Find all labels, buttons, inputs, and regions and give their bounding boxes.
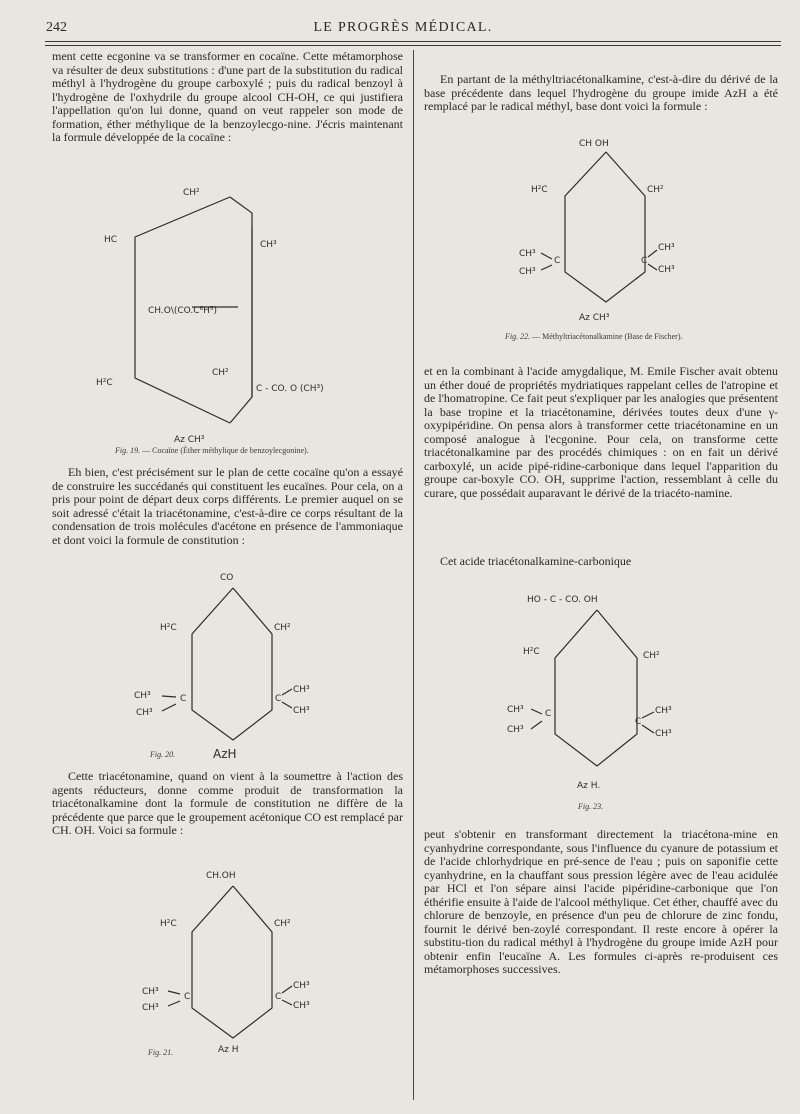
left-paragraph-2: Eh bien, c'est précisément sur le plan de cette cocaïne qu'on a essayé de construire les succédanés qui constituent les eucaïnes. Pour cela, on a pris pour point de départ deux corps différents. Le premier auquel on se soit adressé c'était la triacétonamine, c'est-à-dire ce corps résultant de la condensation de trois molécules d'acétone en présence de l'ammoniaque et dont voici la formule de constitution : (52, 465, 403, 547)
fig20-right-lower-2: CH³ (293, 706, 310, 716)
fig21-left-lower-2: CH³ (142, 1003, 159, 1013)
page-number: 242 (46, 20, 67, 35)
fig23-caption: Fig. 23. (578, 802, 604, 811)
column-divider (413, 50, 414, 1100)
fig22-left-lower-2: CH³ (519, 267, 536, 277)
right-paragraph-1: En partant de la méthyltriacétonalkamine, c'est-à-dire du dérivé de la base précédente dans lequel l'hydrogène du groupe imide AzH a été remplacé par le radical méthyl, base dont voici la formule : (424, 72, 778, 113)
fig23-top: HO - C - CO. OH (527, 595, 598, 605)
right-paragraph-3: Cet acide triacétonalkamine-carbonique (440, 554, 632, 568)
fig23-right-c: C (635, 717, 642, 727)
fig20-right-lower-1: CH³ (293, 685, 310, 695)
right-paragraph-2: et en la combinant à l'acide amygdalique, M. Emile Fischer avait obtenu un éther doué de propriétés mydriatiques rappelant celles de l'atropine et de l'homatropine. Ce fait peut s'expliquer par les analogies que présentent la base tropine et la triacétonamine, dérivées toutes deux d'une γ-oxypipéridine. On pensa alors à transformer cette triacétonamine en un composé analogue à l'ecgonine. Pour cela, on transforme cette triacétonalkamine par des procédés chimiques : on en fait un dérivé carboxylé, un acide pipé-ridine-carbonique dans lequel l'apparition du groupe car-boxyle CO. OH, supprime l'action, ressemblant à celle du curare, que possédait auparavant le dérivé de la triacéto-namine. (424, 364, 778, 500)
fig21-left-lower-1: CH³ (142, 987, 159, 997)
fig22-bond-l1 (541, 253, 552, 259)
fig19-right-upper: CH³ (260, 240, 277, 250)
fig23-bond-l1 (531, 709, 542, 714)
fig20-bond-l1 (162, 696, 176, 697)
header-rule-thick (45, 41, 781, 42)
fig20-caption: Fig. 20. (150, 750, 176, 759)
fig21-bond-l1 (168, 991, 180, 994)
fig19-right-ch: CH² (212, 368, 229, 378)
fig21-bottom: Az H (218, 1045, 239, 1055)
fig19-structure (80, 185, 380, 445)
fig21-caption: Fig. 21. (148, 1048, 174, 1057)
page-header (28, 20, 778, 42)
fig19-left-lower: H²C (96, 378, 113, 388)
fig23-right-lower-2: CH³ (655, 729, 672, 739)
fig22-bond-r1 (648, 250, 657, 257)
fig20-left-upper: H²C (160, 623, 177, 633)
fig20-left-lower-2: CH³ (136, 708, 153, 718)
fig20-bond-r2 (282, 702, 292, 708)
fig22-ring (565, 152, 648, 302)
fig20-bottom: AzH (213, 747, 237, 761)
fig23-ring (555, 610, 637, 766)
fig23-right-upper: CH² (643, 651, 660, 661)
fig22-caption: Fig. 22. — Méthyltriacétonalkamine (Base de Fischer). (505, 332, 683, 341)
right-paragraph-4: peut s'obtenir en transformant directement la triacétona-mine en cyanhydrine correspondante, sous l'influence du cyanure de potassium et de l'acide chlorhydrique en pré-sence de l'eau ; puis on saponifie cette cyanhydrine, en la chauffant sous pression légère avec de l'eau acidulée par HCl et l'on sépare ainsi l'acide pipéridine-carbonique que l'on éthérifie ensuite à l'aide de l'alcool méthylique. Cet éther, chauffé avec du chlorure de benzoyle, en présence d'un peu de chlorure de zinc fondu, fournit le dérivé ben-zoylé correspondant. Il reste encore à opérer la substitu-tion du radical méthyl à l'hydrogène du groupe imide AzH pour obtenir enfin l'eucaïne A. Les formules ci-après re-produisent ces métamorphoses successives. (424, 827, 778, 976)
fig21-right-c: C (275, 992, 282, 1002)
fig23-bond-l2 (531, 721, 542, 729)
fig20-right-upper: CH² (274, 623, 291, 633)
fig22-right-lower-1: CH³ (658, 243, 675, 253)
fig21-left-c: C (184, 992, 191, 1002)
fig21-bond-l2 (168, 1001, 180, 1006)
fig23-left-lower-1: CH³ (507, 705, 524, 715)
fig20-right-c: C (275, 694, 282, 704)
fig22-right-lower-2: CH³ (658, 265, 675, 275)
fig21-right-upper: CH² (274, 919, 291, 929)
journal-title: LE PROGRÈS MÉDICAL. (313, 20, 493, 35)
fig22-right-c: C (641, 256, 648, 266)
fig20-bond-r1 (282, 689, 292, 695)
fig19-left-upper: HC (104, 235, 118, 245)
fig20-left-c: C (180, 694, 187, 704)
fig23-left-c: C (545, 709, 552, 719)
fig23-structure (505, 588, 725, 808)
fig19-right-ester: C - CO. O (CH³) (256, 384, 324, 394)
left-paragraph-1: ment cette ecgonine va se transformer en cocaïne. Cette métamorphose va résulter de deux substitutions : d'une part de la substitution du radical méthyl à l'hydrogène du groupe carboxylé ; puis du radical benzoyl à l'hydrogène de l'oxhydrile du groupe alcool CH-OH, ce qui justifiera l'appellation qu'on lui donne, quand on veut rappeler son mode de formation, éther méthylique de la benzoylecgo-nine. J'écris maintenant la formule développée de la cocaïne : (52, 49, 403, 144)
fig21-bond-r1 (282, 986, 292, 993)
fig22-right-upper: CH² (647, 185, 664, 195)
fig21-top: CH.OH (206, 871, 236, 881)
fig21-bond-r2 (282, 1000, 292, 1005)
left-paragraph-3: Cette triacétonamine, quand on vient à la soumettre à l'action des agents réducteurs, donne comme produit de transformation la triacétonalkamine dont la formule de constitution ne diffère de la précédente que parce que le groupement acétonique CO est remplacé par CH. OH. Voici sa formule : (52, 769, 403, 837)
fig20-ring (192, 588, 272, 740)
fig21-right-lower-1: CH³ (293, 981, 310, 991)
fig19-bottom: Az CH³ (174, 435, 205, 445)
fig20-bond-l2 (162, 704, 176, 711)
fig22-bond-r2 (648, 264, 657, 270)
fig23-bond-r2 (642, 725, 654, 733)
fig19-caption: Fig. 19. — Cocaïne (Éther méthylique de benzoylecgonine). (115, 446, 309, 455)
fig22-bottom: Az CH³ (579, 313, 610, 323)
fig21-left-upper: H²C (160, 919, 177, 929)
fig20-top: CO (220, 573, 234, 583)
fig22-left-c: C (554, 256, 561, 266)
fig19-center: CH.O\(CO.C⁶H⁵) (148, 306, 218, 316)
fig21-ring (192, 886, 272, 1038)
fig20-structure (130, 568, 330, 763)
fig23-bottom: Az H. (577, 781, 601, 791)
fig23-right-lower-1: CH³ (655, 706, 672, 716)
fig22-structure (505, 132, 715, 332)
fig22-top: CH OH (579, 139, 609, 149)
fig23-left-upper: H²C (523, 647, 540, 657)
fig22-bond-l2 (541, 265, 552, 270)
fig20-left-lower-1: CH³ (134, 691, 151, 701)
fig19-top: CH² (183, 188, 200, 198)
fig22-left-upper: H²C (531, 185, 548, 195)
fig22-left-lower-1: CH³ (519, 249, 536, 259)
fig23-bond-r1 (642, 712, 654, 718)
fig21-structure (130, 866, 330, 1061)
fig19-ring-right (230, 197, 252, 423)
fig23-left-lower-2: CH³ (507, 725, 524, 735)
header-rule-thin (45, 45, 781, 46)
fig21-right-lower-2: CH³ (293, 1001, 310, 1011)
